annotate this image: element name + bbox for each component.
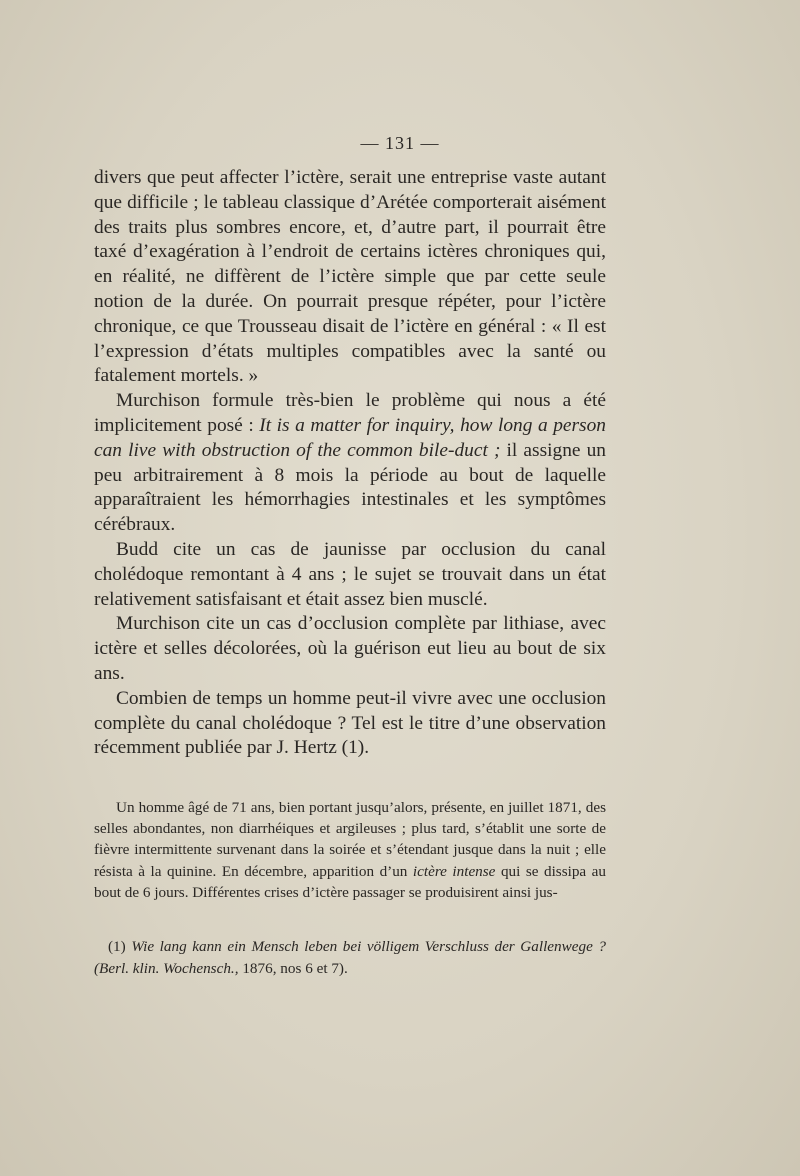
observation-start: Un homme âgé de 71 ans, bien portant jusqu’alors, présente, en juillet 1871, des selles abondantes, non diarrhéiques et argileuses ; plus tard, s’établit une sorte de fièvre intermittente survenant dans la soirée et s’étendant jusque dans la nuit ; elle résista à la quinine. En décembre, apparition d’un xyxy=(94,799,606,880)
paragraph-4: Murchison cite un cas d’occlusion complète par lithiase, avec ictère et selles décolorées, où la guérison eut lieu au bout de six ans. xyxy=(94,613,606,684)
footnote-title: Wie lang kann ein Mensch leben bei völligem Verschluss der Gallenwege ? (Berl. klin. Wochensch., xyxy=(94,938,607,977)
observation-paragraph xyxy=(94,797,606,903)
paragraph-1: divers que peut affecter l’ictère, serait une entreprise vaste autant que difficile ; le tableau classique d’Arétée comporterait aisément des traits plus sombres encore, et, d’autre part, il pourrait être taxé d’exagération à l’endroit de certains ictères chroniques qui, en réalité, ne diffèrent de l’ictère simple que par cette seule notion de la durée. On pourrait presque répéter, pour l’ictère chronique, ce que Trousseau disait de l’ictère en général : « Il est l’expression d’états multiples compatibles avec la santé ou fatalement mortels. » xyxy=(94,167,606,387)
footnote-paragraph xyxy=(94,936,606,979)
paragraph-2-start: Murchison formule très-bien le problème qui nous a été implicitement posé : xyxy=(94,390,606,436)
observation-text xyxy=(94,797,606,903)
paragraph-2 xyxy=(94,389,606,538)
paragraph-2-end: il assigne un peu arbitrairement à 8 mois la période au bout de laquelle apparaîtraient les hémorrhagies intestinales et les symptômes cérébraux. xyxy=(94,439,606,536)
main-text xyxy=(94,166,606,761)
observation-italic: ictère intense xyxy=(412,862,496,880)
paragraph-2-quote: It is a matter for inquiry, how long a person can live with obstruction of the common bile-duct ; xyxy=(94,414,606,461)
page-number: — 131 — xyxy=(360,133,440,153)
observation-end: qui se dissipa au bout de 6 jours. Différentes crises d’ictère passager se produisirent ainsi jus- xyxy=(94,862,606,901)
paragraph-3: Budd cite un cas de jaunisse par occlusion du canal cholédoque remontant à 4 ans ; le sujet se trouvait dans un état relativement satisfaisant et était assez bien musclé. xyxy=(94,538,606,610)
footnote-end: 1876, nos 6 et 7). xyxy=(242,959,348,977)
footnote-marker: (1) xyxy=(108,938,126,955)
paragraph-5: Combien de temps un homme peut-il vivre avec une occlusion complète du canal cholédoque ? Tel est le titre d’une observation récemment publiée par J. Hertz (1). xyxy=(94,687,606,759)
footnote xyxy=(94,936,606,979)
